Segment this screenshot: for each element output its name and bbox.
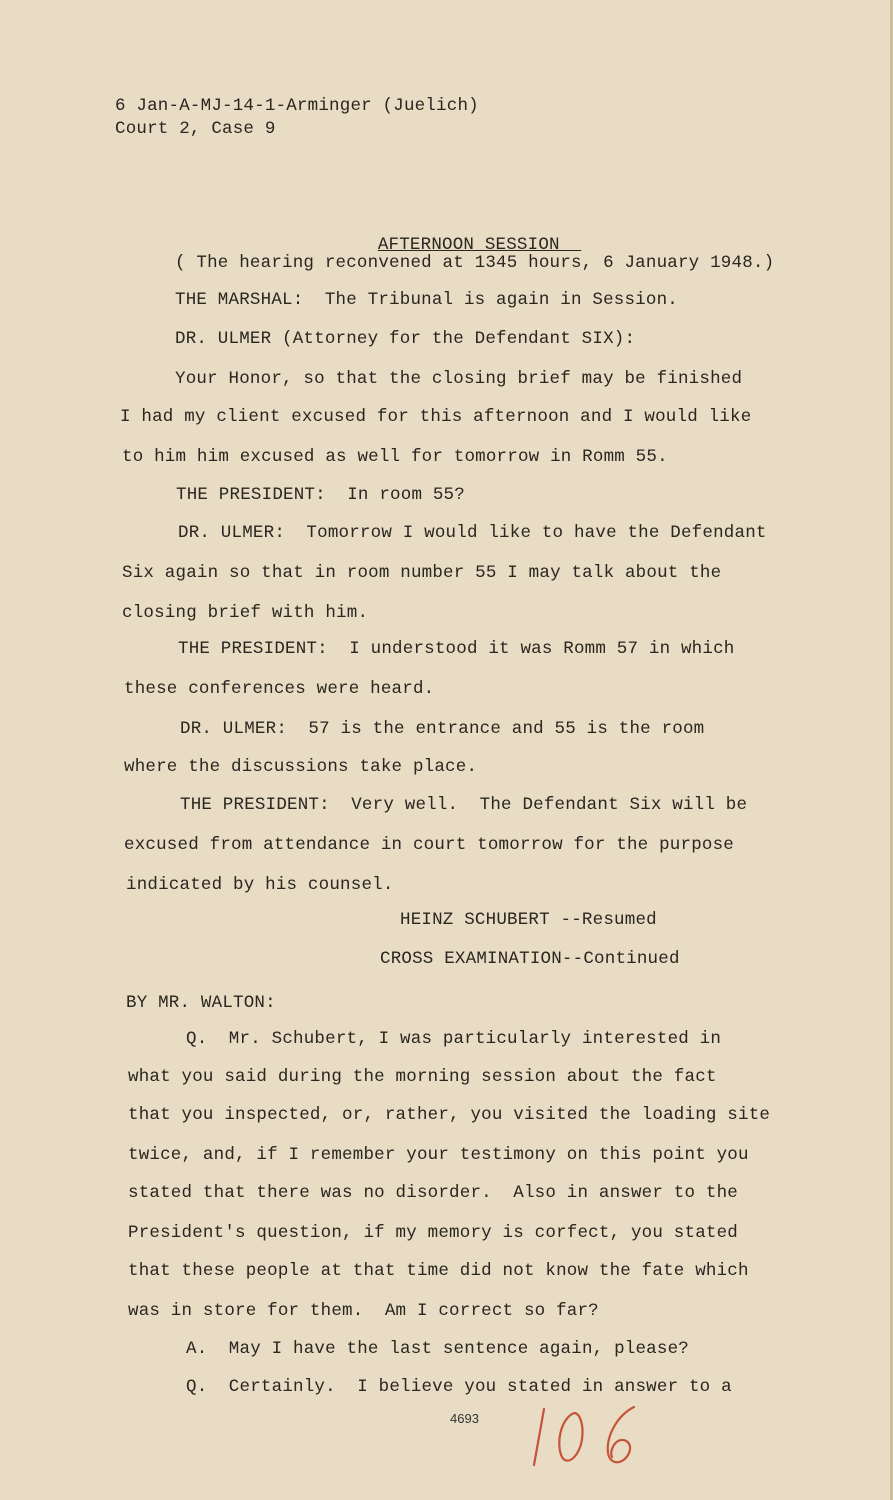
transcript-line: excused from attendance in court tomorrow for the purpose	[124, 835, 734, 855]
transcript-line: indicated by his counsel.	[126, 875, 394, 895]
transcript-line: that these people at that time did not know the fate which	[128, 1261, 749, 1281]
transcript-line: DR. ULMER (Attorney for the Defendant SIX):	[175, 329, 636, 349]
transcript-line: twice, and, if I remember your testimony on this point you	[128, 1145, 749, 1165]
transcript-line: to him him excused as well for tomorrow in Romm 55.	[122, 447, 668, 467]
transcript-line: that you inspected, or, rather, you visited the loading site	[128, 1105, 771, 1125]
court-case-line: Court 2, Case 9	[115, 119, 276, 139]
transcript-line: DR. ULMER: 57 is the entrance and 55 is the room	[180, 719, 705, 739]
transcript-line: A. May I have the last sentence again, please?	[186, 1339, 689, 1359]
transcript-line: Q. Certainly. I believe you stated in answer to a	[186, 1377, 732, 1397]
transcript-line: where the discussions take place.	[124, 757, 478, 777]
transcript-line: I had my client excused for this afternoon and I would like	[120, 407, 752, 427]
transcript-line: THE PRESIDENT: In room 55?	[176, 485, 465, 505]
transcript-line: was in store for them. Am I correct so far?	[128, 1301, 599, 1321]
examination-heading: CROSS EXAMINATION--Continued	[380, 949, 680, 969]
handwritten-page-number	[530, 1395, 650, 1475]
transcript-line: President's question, if my memory is corfect, you stated	[128, 1223, 738, 1243]
examiner-line: BY MR. WALTON:	[126, 993, 276, 1013]
transcript-line: Q. Mr. Schubert, I was particularly interested in	[186, 1029, 722, 1049]
transcript-line: closing brief with him.	[122, 603, 369, 623]
transcript-line: stated that there was no disorder. Also in answer to the	[128, 1183, 738, 1203]
transcript-line: these conferences were heard.	[124, 679, 435, 699]
transcript-line: DR. ULMER: Tomorrow I would like to have the Defendant	[178, 523, 767, 543]
transcript-line: ( The hearing reconvened at 1345 hours, 6 January 1948.)	[175, 253, 775, 273]
page-number: 4693	[450, 1411, 479, 1426]
transcript-line: what you said during the morning session about the fact	[128, 1067, 717, 1087]
witness-heading: HEINZ SCHUBERT --Resumed	[400, 910, 657, 930]
transcript-line: Six again so that in room number 55 I may talk about the	[122, 563, 722, 583]
session-title-text: AFTERNOON SESSION _	[377, 235, 582, 255]
document-reference: 6 Jan-A-MJ-14-1-Arminger (Juelich)	[115, 96, 479, 116]
transcript-line: Your Honor, so that the closing brief may be finished	[175, 369, 743, 389]
transcript-line: THE MARSHAL: The Tribunal is again in Session.	[175, 290, 678, 310]
transcript-line: THE PRESIDENT: I understood it was Romm 57 in which	[178, 639, 735, 659]
transcript-line: THE PRESIDENT: Very well. The Defendant Six will be	[180, 795, 748, 815]
